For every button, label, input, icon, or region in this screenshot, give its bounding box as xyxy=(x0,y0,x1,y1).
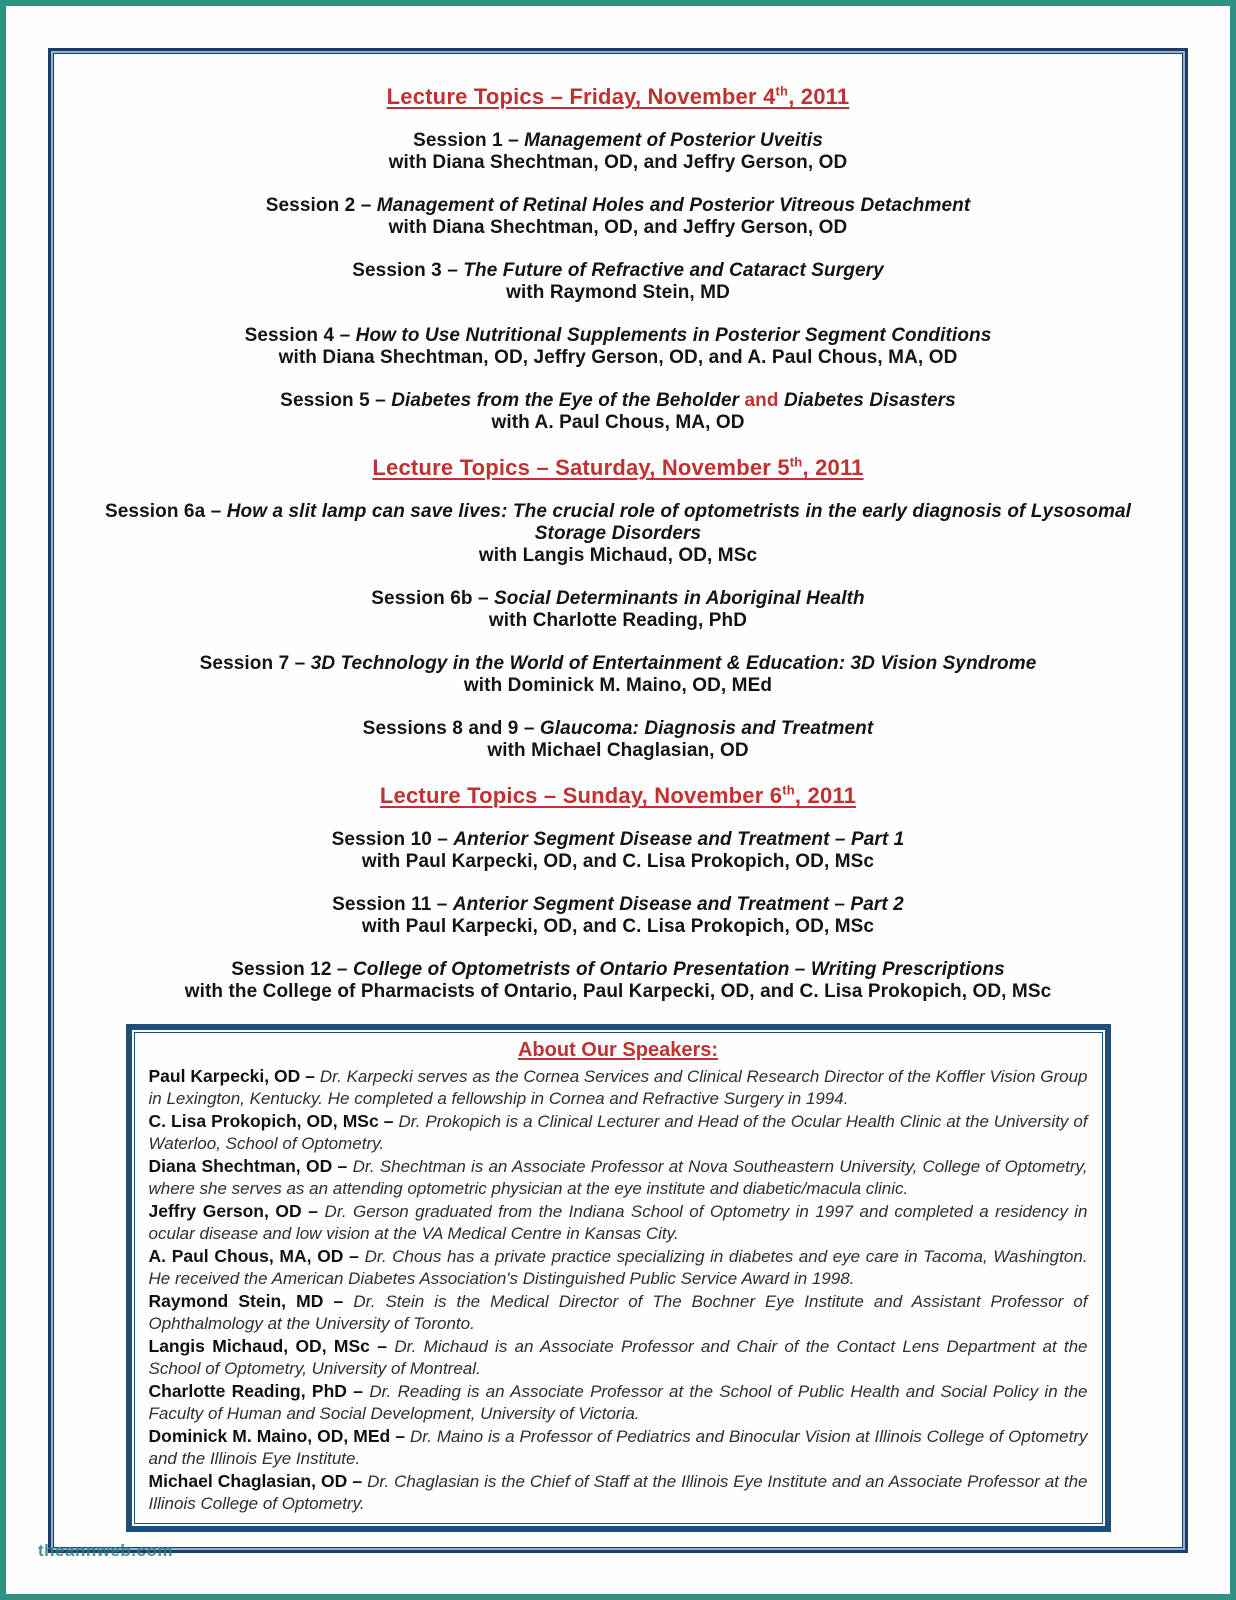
session-title: Sessions 8 and 9 – Glaucoma: Diagnosis and Treatment xyxy=(362,718,874,739)
session-title-part: Diabetes Disasters xyxy=(783,390,956,411)
page-frame xyxy=(48,48,1188,1553)
speakers-title-text: About Our Speakers: xyxy=(517,1039,719,1061)
speaker-name: Dominick M. Maino, OD, MEd – xyxy=(148,1426,410,1446)
session-title-part: Management of Retinal Holes and Posterior Vitreous Detachment xyxy=(376,195,971,216)
speaker-name: Jeffry Gerson, OD – xyxy=(148,1201,325,1221)
session-presenters: with Dominick M. Maino, OD, MEd xyxy=(463,675,773,696)
session-label: Sessions 8 and 9 xyxy=(362,718,519,739)
session-title: Session 6b – Social Determinants in Aboriginal Health xyxy=(371,588,865,609)
session-block xyxy=(92,959,1144,1003)
speaker-name: Raymond Stein, MD – xyxy=(148,1291,354,1311)
lecture-day-heading-text: Lecture Topics – Friday, November 4th, 2011 xyxy=(386,83,850,109)
speaker-name: Charlotte Reading, PhD – xyxy=(148,1381,370,1401)
session-title-part: College of Optometrists of Ontario Presentation – Writing Prescriptions xyxy=(352,959,1005,980)
session-presenters: with Paul Karpecki, OD, and C. Lisa Prokopich, OD, MSc xyxy=(361,916,875,937)
ordinal-superscript: th xyxy=(775,83,789,99)
page-frame-middle-border xyxy=(51,51,1185,1550)
session-title-part: Glaucoma: Diagnosis and Treatment xyxy=(539,718,874,739)
session-title-part: Anterior Segment Disease and Treatment – Part 1 xyxy=(453,829,905,850)
lecture-day-heading xyxy=(92,84,1144,110)
lecture-day-heading-text: Lecture Topics – Saturday, November 5th, 2011 xyxy=(372,454,864,480)
lecture-sections xyxy=(92,84,1144,1003)
session-label: Session 7 xyxy=(199,653,290,674)
session-block xyxy=(92,195,1144,239)
speaker-description: Dr. Michaud is an Associate Professor and Chair of the Contact Lens Department at the School of Optometry, University of Montreal. xyxy=(148,1337,1088,1378)
session-block xyxy=(92,325,1144,369)
session-presenters: with Michael Chaglasian, OD xyxy=(487,740,749,761)
speaker-entry xyxy=(149,1290,1088,1335)
session-label: Session 6b xyxy=(371,588,473,609)
session-label: Session 3 xyxy=(352,260,442,281)
session-presenters: with Raymond Stein, MD xyxy=(506,282,730,303)
speaker-description: Dr. Reading is an Associate Professor at the School of Public Health and Social Policy in the Faculty of Human and Social Development, University of Victoria. xyxy=(148,1382,1088,1423)
speaker-entry xyxy=(149,1110,1088,1155)
speaker-name: Diana Shechtman, OD – xyxy=(148,1156,353,1176)
speaker-entry xyxy=(149,1425,1088,1470)
session-label: Session 2 xyxy=(265,195,356,216)
session-block xyxy=(92,653,1144,697)
speaker-entry xyxy=(149,1155,1088,1200)
session-title: Session 10 – Anterior Segment Disease and Treatment – Part 1 xyxy=(331,829,905,850)
session-block xyxy=(92,130,1144,174)
session-label: Session 10 xyxy=(331,829,432,850)
session-presenters: with Charlotte Reading, PhD xyxy=(488,610,748,631)
speaker-name: Michael Chaglasian, OD – xyxy=(148,1471,368,1491)
session-title: Session 1 – Management of Posterior Uveitis xyxy=(413,130,823,151)
session-presenters: with Langis Michaud, OD, MSc xyxy=(478,545,758,566)
page-content xyxy=(53,53,1183,1548)
session-block xyxy=(92,718,1144,762)
speakers-box-inner xyxy=(134,1032,1103,1524)
session-block xyxy=(92,829,1144,873)
session-title-part: The Future of Refractive and Cataract Surgery xyxy=(463,260,884,281)
session-block xyxy=(92,894,1144,938)
session-title-part: How to Use Nutritional Supplements in Posterior Segment Conditions xyxy=(355,325,992,346)
session-title: Session 7 – 3D Technology in the World of Entertainment & Education: 3D Vision Syndrome xyxy=(199,653,1037,674)
lecture-day-heading xyxy=(92,455,1144,481)
session-title: Session 11 – Anterior Segment Disease and Treatment – Part 2 xyxy=(332,894,904,915)
lecture-day-heading-text: Lecture Topics – Sunday, November 6th, 2011 xyxy=(379,782,857,808)
speaker-description: Dr. Karpecki serves as the Cornea Services and Clinical Research Director of the Koffler Vision Group in Lexington, Kentucky. He completed a fellowship in Cornea and Refractive Surgery in 1994. xyxy=(148,1067,1088,1108)
session-title-part: How a slit lamp can save lives: The crucial role of optometrists in the early diagnosis of Lysosomal Storage Disorders xyxy=(226,501,1132,544)
speaker-description: Dr. Maino is a Professor of Pediatrics and Binocular Vision at Illinois College of Optometry and the Illinois Eye Institute. xyxy=(148,1427,1088,1468)
session-label: Session 12 xyxy=(231,959,332,980)
speaker-entry xyxy=(149,1380,1088,1425)
session-title-part: Anterior Segment Disease and Treatment – Part 2 xyxy=(452,894,904,915)
speakers-list xyxy=(149,1065,1088,1515)
session-title: Session 2 – Management of Retinal Holes and Posterior Vitreous Detachment xyxy=(265,195,971,216)
session-presenters: with Diana Shechtman, OD, Jeffry Gerson, OD, and A. Paul Chous, MA, OD xyxy=(278,347,958,368)
session-presenters: with Diana Shechtman, OD, and Jeffry Gerson, OD xyxy=(388,217,848,238)
speaker-description: Dr. Chaglasian is the Chief of Staff at the Illinois Eye Institute and an Associate Professor at the Illinois College of Optometry. xyxy=(148,1472,1088,1513)
speaker-description: Dr. Gerson graduated from the Indiana School of Optometry in 1997 and completed a residency in ocular disease and low vision at the VA Medical Centre in Kansas City. xyxy=(148,1202,1088,1243)
session-label: Session 11 xyxy=(332,894,432,915)
speaker-entry xyxy=(149,1200,1088,1245)
session-title: Session 3 – The Future of Refractive and Cataract Surgery xyxy=(352,260,884,281)
speaker-description: Dr. Stein is the Medical Director of The Bochner Eye Institute and Assistant Professor of Ophthalmology at the University of Toronto. xyxy=(148,1292,1088,1333)
speaker-entry xyxy=(149,1470,1088,1515)
session-title-part: 3D Technology in the World of Entertainment & Education: 3D Vision Syndrome xyxy=(310,653,1037,674)
session-block xyxy=(92,260,1144,304)
speaker-description: Dr. Shechtman is an Associate Professor at Nova Southeastern University, College of Optometry, where she serves as an attending optometric physician at the eye institute and diabetic/macula clinic. xyxy=(148,1157,1088,1198)
speaker-description: Dr. Prokopich is a Clinical Lecturer and Head of the Ocular Health Clinic at the University of Waterloo, School of Optometry. xyxy=(148,1112,1088,1153)
speakers-title xyxy=(149,1038,1088,1063)
session-title: Session 6a – How a slit lamp can save lives: The crucial role of optometrists in the early diagnosis of Lysosomal Storage Disorders xyxy=(104,501,1132,544)
speaker-entry xyxy=(149,1065,1088,1110)
session-presenters: with Diana Shechtman, OD, and Jeffry Gerson, OD xyxy=(388,152,848,173)
session-label: Session 1 xyxy=(413,130,503,151)
session-block xyxy=(92,501,1144,567)
session-title: Session 12 – College of Optometrists of Ontario Presentation – Writing Prescriptions xyxy=(231,959,1005,980)
session-block xyxy=(92,390,1144,434)
session-title-part: Diabetes from the Eye of the Beholder xyxy=(391,390,740,411)
watermark-text: theannweb.com xyxy=(38,1541,173,1560)
ordinal-superscript: th xyxy=(789,454,803,470)
speaker-name: A. Paul Chous, MA, OD – xyxy=(148,1246,365,1266)
session-title: Session 5 – Diabetes from the Eye of the Beholder and Diabetes Disasters xyxy=(280,390,956,411)
session-presenters: with A. Paul Chous, MA, OD xyxy=(491,412,745,433)
speaker-name: Paul Karpecki, OD – xyxy=(148,1066,320,1086)
session-presenters: with the College of Pharmacists of Ontario, Paul Karpecki, OD, and C. Lisa Prokopich, OD, MSc xyxy=(184,981,1052,1002)
ordinal-superscript: th xyxy=(782,782,795,798)
lecture-day-heading xyxy=(92,783,1144,809)
session-title-part: Management of Posterior Uveitis xyxy=(524,130,823,151)
session-title-part: and xyxy=(739,390,784,411)
speakers-box xyxy=(126,1024,1111,1532)
speaker-name: C. Lisa Prokopich, OD, MSc – xyxy=(148,1111,399,1131)
speaker-description: Dr. Chous has a private practice specializing in diabetes and eye care in Tacoma, Washington. He received the American Diabetes Association's Distinguished Public Service Award in 1998. xyxy=(148,1247,1088,1288)
speaker-entry xyxy=(149,1245,1088,1290)
session-presenters: with Paul Karpecki, OD, and C. Lisa Prokopich, OD, MSc xyxy=(361,851,875,872)
session-label: Session 5 xyxy=(280,390,370,411)
speaker-entry xyxy=(149,1335,1088,1380)
session-title-part: Social Determinants in Aboriginal Health xyxy=(494,588,865,609)
session-label: Session 4 xyxy=(244,325,335,346)
session-title: Session 4 – How to Use Nutritional Supplements in Posterior Segment Conditions xyxy=(244,325,992,346)
session-block xyxy=(92,588,1144,632)
session-label: Session 6a xyxy=(104,501,206,522)
speaker-name: Langis Michaud, OD, MSc – xyxy=(148,1336,395,1356)
